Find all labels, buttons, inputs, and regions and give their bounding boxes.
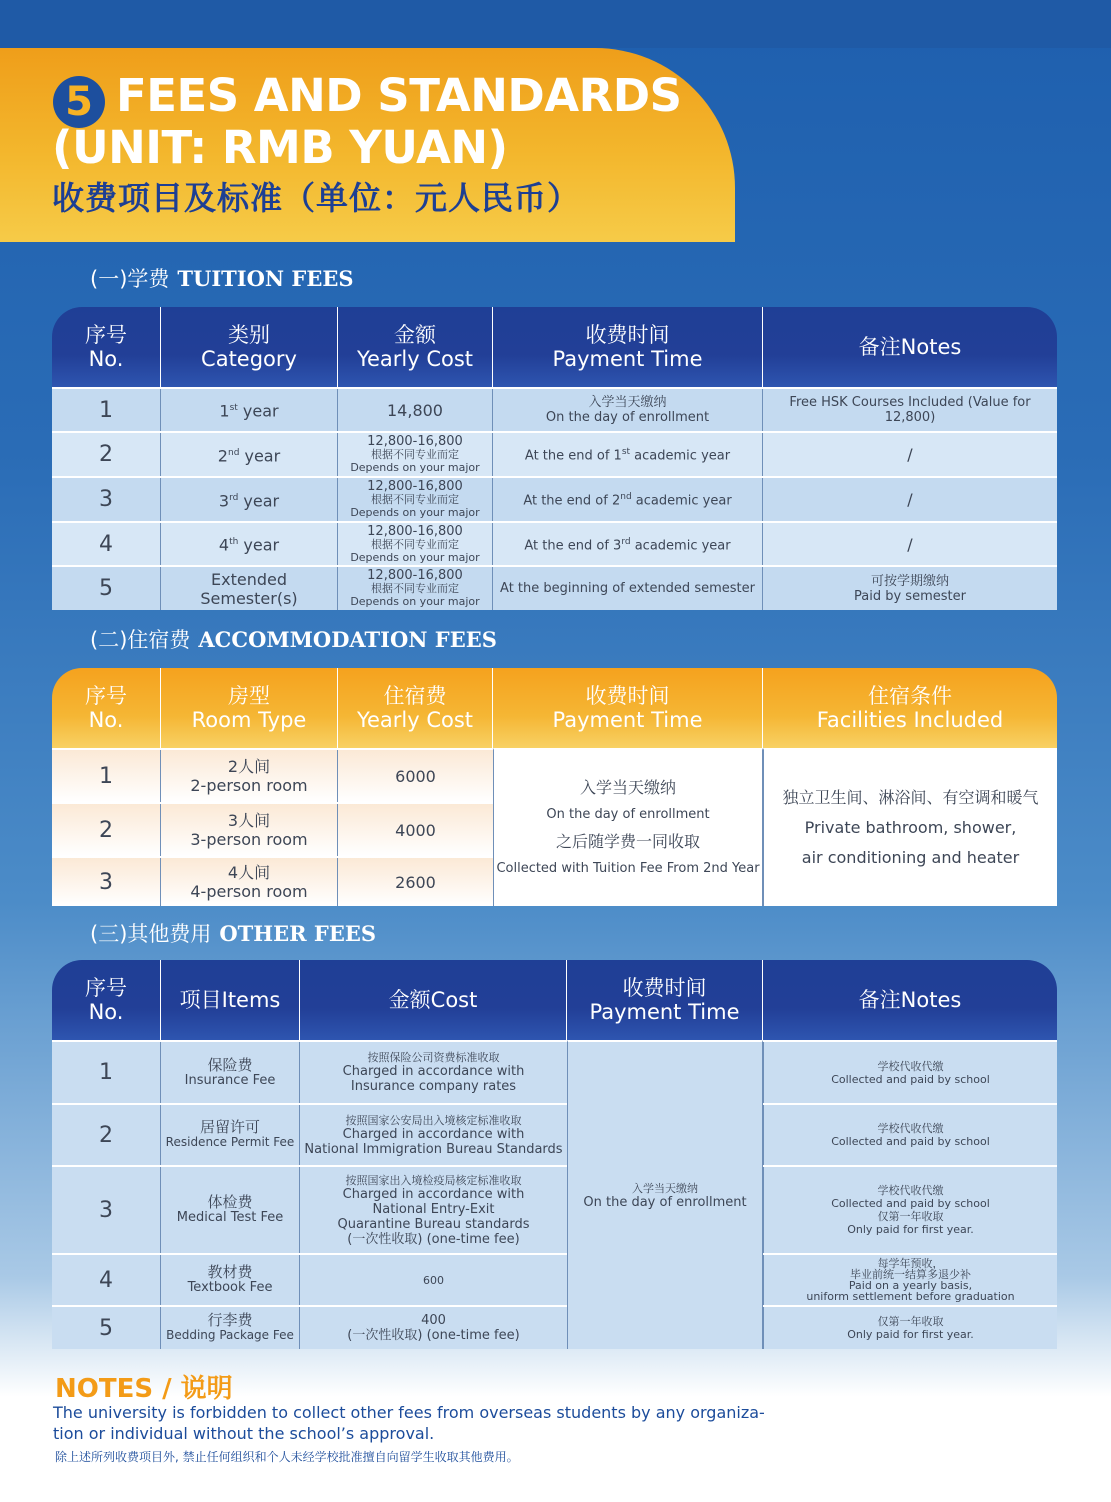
row-cost: 12,800-16,800 根据不同专业而定 Depends on your major	[338, 523, 493, 565]
row-notes: 仅第一年收取 Only paid for first year.	[763, 1307, 1057, 1349]
table-row	[52, 387, 1057, 431]
row-cost: 4000	[395, 820, 436, 840]
th-items: 项目Items	[161, 960, 300, 1040]
row-notes: /	[907, 490, 913, 509]
row-room-type: 3人间 3-person room	[161, 804, 338, 856]
row-number: 1	[52, 750, 161, 802]
table-row	[52, 476, 1057, 521]
table-row	[52, 856, 493, 906]
table-row	[52, 1253, 567, 1305]
row-notes: Free HSK Courses Included (Value for 12,800)	[789, 395, 1031, 425]
th-payment-time: 收费时间 Payment Time	[493, 307, 763, 387]
accommodation-section-title	[90, 624, 497, 654]
row-number: 1	[52, 389, 161, 431]
other-notes-column	[763, 1040, 1057, 1349]
other-fees-table	[52, 960, 1057, 1349]
th-notes: 备注Notes	[858, 335, 962, 359]
table-row	[52, 521, 1057, 565]
accommodation-table	[52, 668, 1057, 906]
accommodation-section-zh: (二)住宿费	[90, 628, 191, 652]
table-row	[763, 1040, 1057, 1103]
row-category: 1st year	[161, 389, 338, 431]
notes-title: NOTES / 说明	[55, 1374, 233, 1404]
th-no: 序号 No.	[52, 307, 161, 387]
page-title-zh: 收费项目及标准（单位：元人民币）	[52, 179, 581, 217]
table-row	[52, 1103, 567, 1165]
row-payment-time: At the beginning of extended semester	[493, 567, 763, 610]
row-cost: 2600	[395, 872, 436, 892]
tuition-table-body	[52, 387, 1057, 610]
row-item: 教材费 Textbook Fee	[161, 1255, 300, 1305]
row-cost: 按照国家出入境检疫局核定标准收取 Charged in accordance with National Entry-Exit Quarantine Bureau standards (一次性收取) (one-time fee)	[337, 1173, 530, 1247]
other-section-zh: (三)其他费用	[90, 922, 212, 946]
th-yearly-cost: 住宿费 Yearly Cost	[338, 668, 493, 748]
other-left-columns	[52, 1040, 567, 1349]
tuition-section-zh: (一)学费	[90, 267, 170, 291]
row-cost: 400 (一次性收取) (one-time fee)	[347, 1313, 520, 1343]
row-item: 体检费 Medical Test Fee	[161, 1167, 300, 1253]
row-cost: 14,800	[338, 389, 493, 431]
top-bar	[0, 0, 1111, 48]
table-row	[52, 1040, 567, 1103]
row-cost: 6000	[395, 766, 436, 786]
row-number: 3	[52, 858, 161, 906]
row-category: Extended Semester(s)	[161, 567, 338, 610]
table-row	[52, 431, 1057, 476]
row-notes: 学校代收代缴 Collected and paid by school	[763, 1042, 1057, 1103]
row-notes: 每学年预收， 毕业前统一结算多退少补 Paid on a yearly basis, uniform settlement before graduation	[763, 1255, 1057, 1305]
row-notes: 学校代收代缴 Collected and paid by school	[763, 1105, 1057, 1165]
row-number: 3	[52, 1167, 161, 1253]
row-number: 4	[52, 523, 161, 565]
row-number: 2	[52, 433, 161, 476]
table-row	[52, 748, 493, 802]
title-line1: FEES AND STANDARDS	[116, 69, 682, 122]
row-cost: 600	[423, 1273, 444, 1287]
row-cost: 按照保险公司资费标准收取 Charged in accordance with Insurance company rates	[342, 1051, 525, 1094]
accommodation-payment-time: 入学当天缴纳 On the day of enrollment 之后随学费一同收取 Collected with Tuition Fee From 2nd Year	[493, 748, 763, 906]
th-payment-time: 收费时间 Payment Time	[493, 668, 763, 748]
title-line2: (UNIT: RMB YUAN)	[52, 121, 508, 174]
row-number: 5	[52, 1307, 161, 1349]
th-facilities: 住宿条件 Facilities Included	[816, 684, 1004, 732]
other-table-header	[52, 960, 1057, 1040]
row-room-type: 2人间 2-person room	[161, 750, 338, 802]
notes-text-zh: 除上述所列收费项目外, 禁止任何组织和个人未经学校批准擅自向留学生收取其他费用。	[55, 1450, 519, 1464]
table-row	[52, 565, 1057, 610]
row-notes: 可按学期缴纳 Paid by semester	[854, 573, 966, 604]
accommodation-section-en: ACCOMMODATION FEES	[198, 627, 497, 652]
th-cost: 金额 Yearly Cost	[338, 307, 493, 387]
other-section-en: OTHER FEES	[219, 921, 377, 946]
row-item: 保险费 Insurance Fee	[161, 1042, 300, 1103]
row-category: 2nd year	[161, 433, 338, 476]
row-room-type: 4人间 4-person room	[161, 858, 338, 906]
row-category: 4th year	[161, 523, 338, 565]
notes-text-en: The university is forbidden to collect other fees from overseas students by any organiza-tion or individual without the school’s approval.	[53, 1403, 765, 1443]
table-row	[763, 1253, 1057, 1305]
row-cost: 12,800-16,800 根据不同专业而定 Depends on your major	[338, 433, 493, 476]
th-payment-time: 收费时间 Payment Time	[567, 960, 763, 1040]
row-payment-time: At the end of 1st academic year	[493, 433, 763, 476]
th-no: 序号 No.	[52, 960, 161, 1040]
th-cost: 金额Cost	[300, 960, 567, 1040]
th-category: 类别 Category	[161, 307, 338, 387]
row-item: 行李费 Bedding Package Fee	[161, 1307, 300, 1349]
table-row	[52, 1305, 567, 1349]
row-notes: 学校代收代缴 Collected and paid by school 仅第一年收取 Only paid for first year.	[763, 1167, 1057, 1253]
row-cost: 12,800-16,800 根据不同专业而定 Depends on your major	[338, 478, 493, 521]
th-room-type: 房型 Room Type	[161, 668, 338, 748]
tuition-table	[52, 307, 1057, 610]
table-row	[52, 802, 493, 856]
row-payment-time: At the end of 3rd academic year	[493, 523, 763, 565]
other-section-title	[90, 918, 376, 948]
table-row	[763, 1305, 1057, 1349]
row-number: 4	[52, 1255, 161, 1305]
row-notes: /	[907, 445, 913, 464]
th-notes: 备注Notes	[858, 988, 962, 1012]
row-payment-time: 入学当天缴纳 On the day of enrollment	[493, 389, 763, 431]
row-category: 3rd year	[161, 478, 338, 521]
page-title	[52, 70, 732, 174]
other-table-body	[52, 1040, 1057, 1349]
accommodation-table-header	[52, 668, 1057, 748]
accommodation-table-body	[52, 748, 1057, 906]
row-number: 1	[52, 1042, 161, 1103]
accommodation-facilities: 独立卫生间、淋浴间、有空调和暖气 Private bathroom, shower, air conditioning and heater	[763, 748, 1057, 906]
row-payment-time: At the end of 2nd academic year	[493, 478, 763, 521]
section-number-badge: 5	[53, 76, 105, 128]
table-row	[763, 1103, 1057, 1165]
tuition-section-title	[90, 263, 354, 293]
row-number: 5	[52, 567, 161, 610]
row-notes: /	[907, 534, 913, 554]
row-number: 2	[52, 804, 161, 856]
row-item: 居留许可 Residence Permit Fee	[161, 1105, 300, 1165]
tuition-table-header	[52, 307, 1057, 387]
row-cost: 按照国家公安局出入境核定标准收取 Charged in accordance with National Immigration Bureau Standards	[304, 1113, 563, 1157]
table-row	[52, 1165, 567, 1253]
room-rows	[52, 748, 493, 906]
row-number: 2	[52, 1105, 161, 1165]
other-payment-time: 入学当天缴纳 On the day of enrollment	[567, 1040, 763, 1349]
row-cost: 12,800-16,800 根据不同专业而定 Depends on your major	[338, 567, 493, 610]
th-no: 序号 No.	[52, 668, 161, 748]
row-number: 3	[52, 478, 161, 521]
tuition-section-en: TUITION FEES	[177, 266, 354, 291]
table-row	[763, 1165, 1057, 1253]
